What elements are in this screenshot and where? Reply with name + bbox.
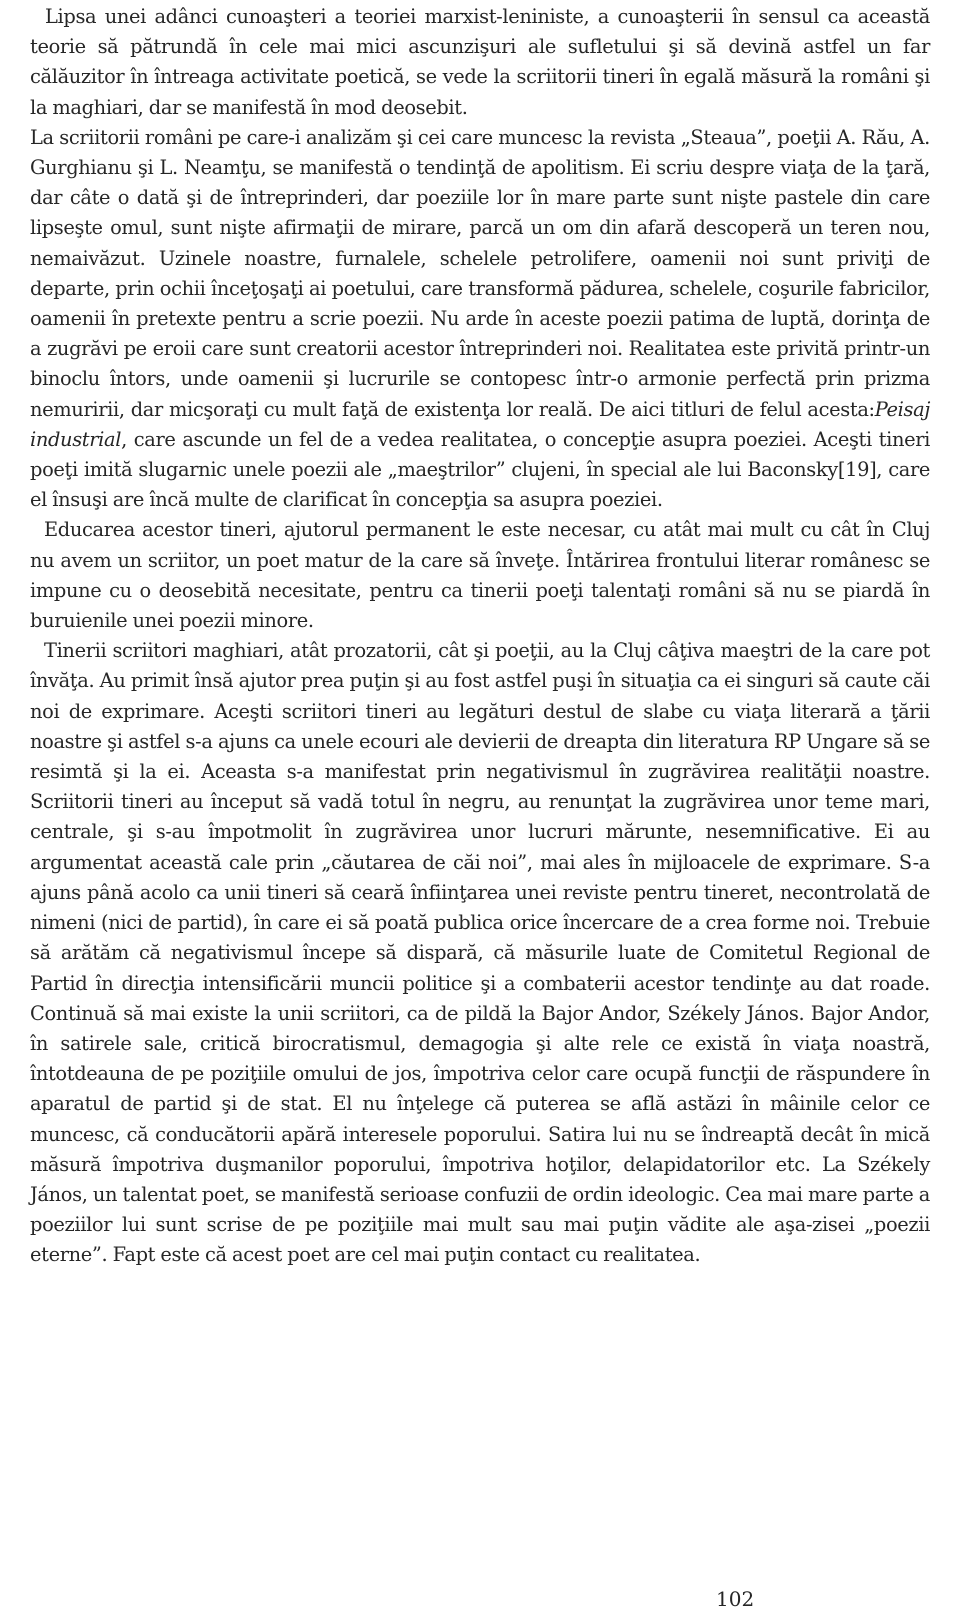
paragraph-2: Educarea acestor tineri, ajutorul permanent le este necesar, cu atât mai mult cu cât în Cluj nu avem un scriitor, un poet matur de la care să înveţe. Întărirea frontului literar românesc se impune cu o deosebită necesitate, pentru ca tinerii poeţi talentaţi români să nu se piardă în buruienile unei poezii minore. xyxy=(30,518,930,633)
paragraph-1-ending: , care ascunde un fel de a vedea realitatea, o concepţie asupra poeziei. Aceşti tineri poeţi imită slugarnic unele poezii ale „maeştrilor” clujeni, în special ale lui Baconsky[19], care el însuşi are încă multe de clarificat în concepţia sa asupra poeziei. xyxy=(30,427,930,512)
page-number: 102 xyxy=(716,1587,755,1611)
paragraph-3: Tinerii scriitori maghiari, atât prozatorii, cât şi poeţii, au la Cluj câţiva maeştri de la care pot învăţa. Au primit însă ajutor prea puţin şi au fost astfel puşi în situaţia ca ei singuri să caute căi noi de exprimare. Aceşti scriitori tineri au legături destul de slabe cu viaţa literară a ţării noastre şi astfel s-a ajuns ca unele ecouri ale devierii de dreapta din literatura RP Ungare să se resimtă şi la ei. Aceasta s-a manifestat prin negativismul în zugrăvirea realităţii noastre. Scriitorii tineri au început să vadă totul în negru, au renunţat la zugrăvirea unor teme mari, centrale, şi s-au împotmolit în zugrăvirea unor lucruri mărunte, nesemnificative. Ei au argumentat această cale prin „căutarea de căi noi”, mai ales în mijloacele de exprimare. S-a ajuns până acolo ca unii tineri să ceară înfiinţarea unei reviste pentru tineret, necontrolată de nimeni (nici de partid), în care ei să poată publica orice încercare de a crea forme noi. Trebuie să arătăm că negativismul începe să dispară, că măsurile luate de Comitetul Regional de Partid în direcţia intensificării muncii politice şi a combaterii acestor tendinţe au dat roade. Continuă să mai existe la unii scriitori, ca de pildă la Bajor Andor, Székely János. Bajor Andor, în satirele sale, critică birocratismul, demagogia şi alte rele ce există în viaţa noastră, întotdeauna de pe poziţiile omului de jos, împotriva celor care ocupă funcţii de răspundere în aparatul de partid şi de stat. El nu înţelege că puterea se află astăzi în mâinile celor ce muncesc, că conducătorii apără interesele poporului. Satira lui nu se îndreaptă decât în mică măsură împotriva duşmanilor poporului, împotriva hoţilor, delapidatorilor etc. La Székely János, un talentat poet, se manifestă serioase confuzii de ordin ideologic. Cea mai mare parte a poeziilor lui sunt scrise de pe poziţiile mai mult sau mai puţin vădite ale aşa-zisei „poezii eterne”. Fapt este că acest poet are cel mai puţin contact cu realitatea. xyxy=(30,639,930,1267)
paragraph-1-body: La scriitorii români pe care-i analizăm şi cei care muncesc la revista „Steaua”, poeţii A. Rău, A. Gurghianu şi L. Neamţu, se manifestă o tendinţă de apolitism. Ei scriu despre viaţa de la ţară, dar câte o dată şi de întreprinderi, dar poeziile lor în mare parte sunt nişte pastele din care lipseşte omul, sunt nişte afirmaţii de mirare, parcă un om din afară descoperă un teren nou, nemaivăzut. Uzinele noastre, furnalele, schelele petrolifere, oamenii noi sunt priviţi de departe, prin ochii înceţoşaţi ai poetului, care transformă pădurea, schelele, coşurile fabricilor, oamenii în pretexte pentru a scrie poezii. Nu arde în aceste poezii patima de luptă, dorinţa de a zugrăvi pe eroii care sunt creatorii acestor întreprinderi noi. Realitatea este privită printr-un binoclu întors, unde oamenii şi lucrurile se contopesc într-o armonie perfectă prin prizma nemuririi, dar micşoraţi cu mult faţă de existenţa lor reală. De aici titluri de felul acesta: xyxy=(30,125,930,421)
paragraph-1 xyxy=(30,2,930,515)
italic-title-peisaj-industrial: Peisaj industrial xyxy=(30,397,930,451)
paragraph-1-sentence-1: Lipsa unei adânci cunoaşteri a teoriei marxist-leniniste, a cunoaşterii în sensul ca această teorie să pătrundă în cele mai mici ascunzişuri ale sufletului şi să devină astfel un far călăuzitor în întreaga activitate poetică, se vede la scriitorii tineri în egală măsură la români şi la maghiari, dar se manifestă în mod deosebit. xyxy=(30,5,930,119)
document-page xyxy=(30,0,930,1271)
